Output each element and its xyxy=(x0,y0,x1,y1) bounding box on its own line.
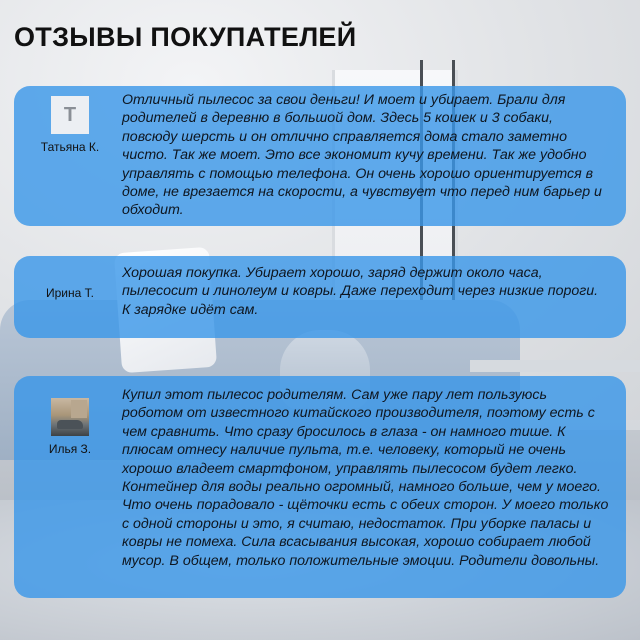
review-author xyxy=(22,96,118,154)
page-title: ОТЗЫВЫ ПОКУПАТЕЛЕЙ xyxy=(14,22,357,52)
avatar: T xyxy=(51,96,89,134)
review-text: Купил этот пылесос родителям. Сам уже пару лет пользуюсь роботом от известного китайского производителя, поэтому есть с чем сравнить. Что сразу бросилось в глаза - он намного тише. К плюсам отнесу наличие пульта, т.е. человеку, который не очень хорошо владеет смартфоном, управлять пылесосом будет легко. Контейнер для воды реально огромный, намного больше, чем у моего. Что очень порадовало - щёточки есть с обеих сторон. У моего только с одной стороны и это, я считаю, недостаток. При уборке паласы и ковры не помеха. Сила всасывания высокая, хорошо собирает любой мусор. В общем, только положительные эмоции. Родители довольны. xyxy=(122,387,609,569)
review-author-name: Татьяна К. xyxy=(40,140,100,154)
review-author-name: Ирина Т. xyxy=(46,286,94,300)
review-author xyxy=(22,398,118,456)
review-author xyxy=(22,286,118,300)
review-text: Отличный пылесос за свои деньги! И моет и убирает. Брали для родителей в деревню в большой дом. Здесь 5 кошек и 3 собаки, повсюду шерсть и он отлично справляется дома стало заметно чисто. Так же моет. Это все экономит кучу времени. Так же удобно управлять с помощью телефона. Он очень хорошо ориентируется в доме, не врезается на скорости, а чувствует что перед ним барьер и обходит. xyxy=(122,92,602,219)
review-author-name: Илья З. xyxy=(48,442,92,456)
review-card xyxy=(14,376,626,598)
background-table xyxy=(470,360,640,372)
avatar xyxy=(51,398,89,436)
review-text: Хорошая покупка. Убирает хорошо, заряд держит около часа, пылесосит и линолеум и ковры. Даже переходит через низкие пороги. К зарядке идёт сам. xyxy=(122,265,599,318)
review-card xyxy=(14,256,626,338)
review-card xyxy=(14,86,626,226)
